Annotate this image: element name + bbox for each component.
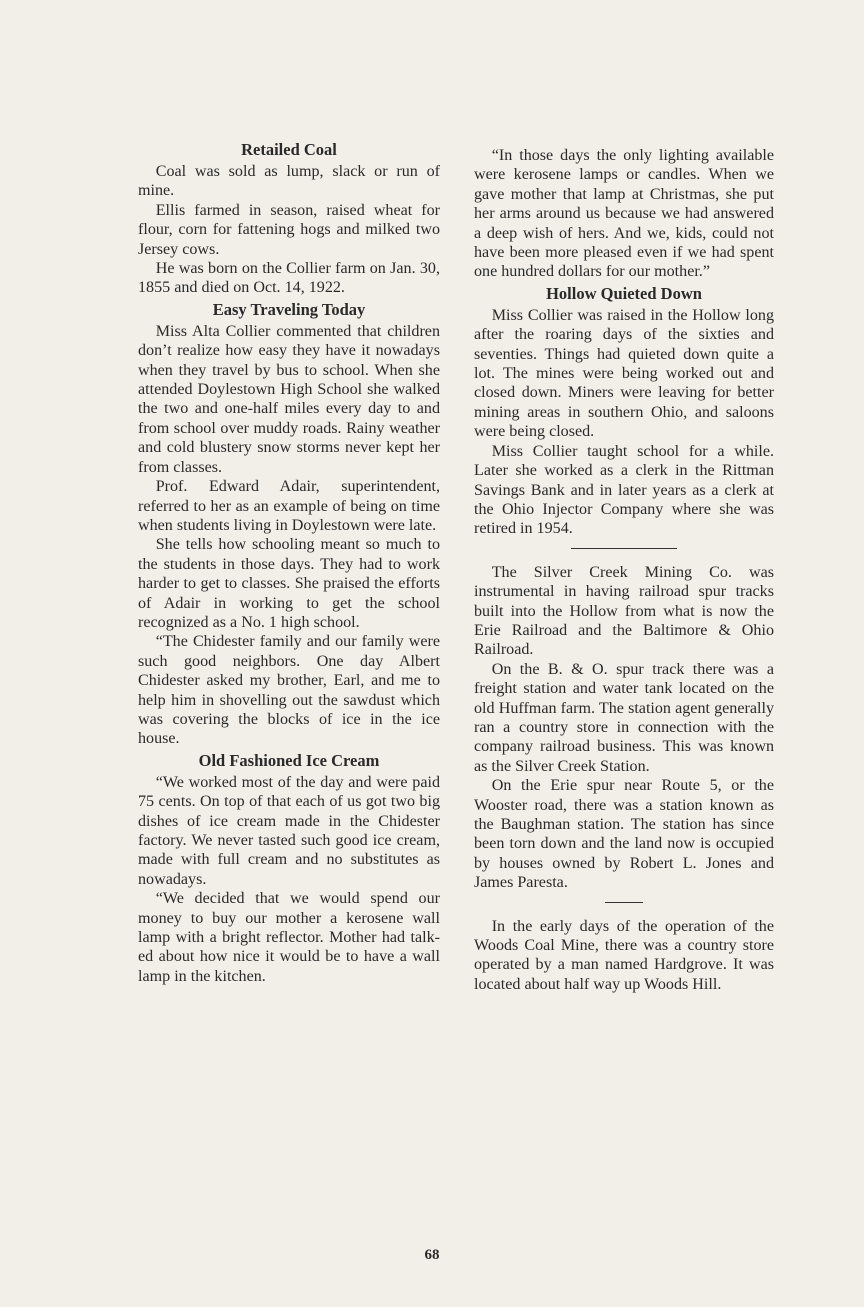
section-divider bbox=[571, 548, 677, 549]
paragraph: “We decided that we would spend our money to buy our mother a kerosene wall lamp with a bright reflector. Mother had talked about how nice it would be to have a wall lamp in the kitchen. bbox=[138, 890, 440, 985]
paragraph: “In those days the only lighting available were kerosene lamps or candles. When we gave mother that lamp at Christmas, she put her arms around us because we had answered a deep wish of hers. And we, kids, could not have been more pleased even if we had spent one hundred dollars for our mother.” bbox=[474, 147, 774, 281]
paragraph: Miss Collier taught school for a while. Later she worked as a clerk in the Rittman Savings Bank and in later years as a clerk at the Ohio Injector Company where she was retired in 1954. bbox=[474, 442, 774, 538]
paragraph: Coal was sold as lump, slack or run of mine. bbox=[138, 163, 440, 200]
paragraph: Miss Collier was raised in the Hollow long after the roaring days of the sixties and seventies. Things had quieted down quite a lot. The mines were being worked out and closed down. Miners were leaving for better mining areas in southern Ohio, and saloons were being closed. bbox=[474, 306, 774, 441]
heading-easy-traveling-today: Easy Traveling Today bbox=[212, 299, 366, 319]
heading-hollow-quieted-down: Hollow Quieted Down bbox=[546, 283, 702, 303]
paragraph: Ellis farmed in season, raised wheat for flour, corn for fattening hogs and milked two Jersey cows. bbox=[138, 201, 440, 258]
right-column bbox=[474, 146, 774, 994]
heading-retailed-coal: Retailed Coal bbox=[241, 140, 337, 159]
paragraph: “We worked most of the day and were paid 75 cents. On top of that each of us got two big dishes of ice cream made in the Chidester factory. We never tasted such good ice cream, made with full cream and no substitutes as nowadays. bbox=[138, 773, 440, 888]
paragraph: Miss Alta Collier commented that children don’t realize how easy they have it nowadays when they travel by bus to school. When she attended Doylestown High School she walked the two and one-half miles every day to and from school over muddy roads. Rainy weather and cold blustery snow storms never kept her from classes. bbox=[138, 322, 440, 476]
left-column bbox=[138, 138, 440, 986]
paragraph: On the B. & O. spur track there was a freight station and water tank located on the old Huffman farm. The station agent generally ran a country store in connection with the company railroad business. This was known as the Silver Creek Station. bbox=[474, 660, 774, 775]
paragraph: He was born on the Collier farm on Jan. 30, 1855 and died on Oct. 14, 1922. bbox=[138, 260, 440, 297]
paragraph: On the Erie spur near Route 5, or the Wooster road, there was a station known as the Baughman station. The station has since been torn down and the land now is occupied by houses owned by Robert L. Jones and James Paresta. bbox=[474, 777, 774, 892]
heading-old-fashioned-ice-cream: Old Fashioned Ice Cream bbox=[198, 750, 380, 770]
paragraph: In the early days of the operation of the Woods Coal Mine, there was a country store operated by a man named Hardgrove. It was located about half way up Woods Hill. bbox=[474, 917, 774, 993]
section-divider bbox=[605, 902, 643, 903]
page-number: 68 bbox=[424, 1247, 440, 1263]
paragraph: “The Chidester family and our family were such good neighbors. One day Albert Chidester asked my brother, Earl, and me to help him in shovelling out the sawdust which was covering the blocks of ice in the ice house. bbox=[138, 633, 440, 748]
paragraph: The Silver Creek Mining Co. was instrumental in having railroad spur tracks built into the Hollow from what is now the Erie Railroad and the Baltimore & Ohio Railroad. bbox=[474, 563, 774, 659]
paragraph: She tells how schooling meant so much to the students in those days. They had to work harder to get to classes. She praised the efforts of Adair in working to get the school recognized as a No. 1 high school. bbox=[138, 536, 440, 631]
paragraph: Prof. Edward Adair, superintendent, referred to her as an example of being on time when students living in Doylestown were late. bbox=[138, 478, 440, 534]
